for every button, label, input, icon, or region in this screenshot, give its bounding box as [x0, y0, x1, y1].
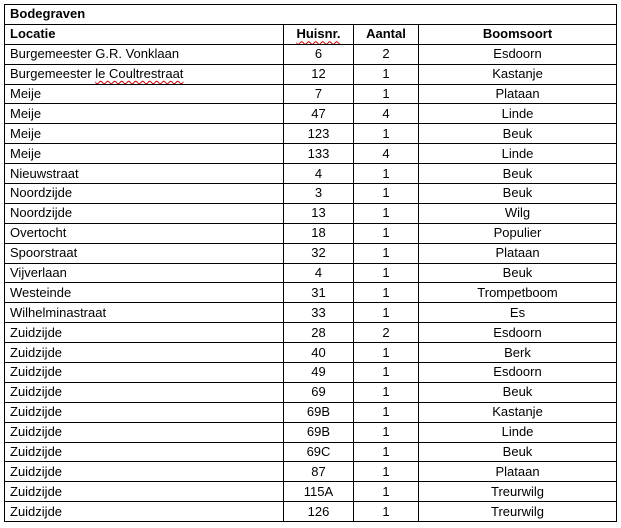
table-row	[5, 144, 617, 164]
table-row	[5, 243, 617, 263]
cell-huisnr: 133	[284, 144, 354, 164]
header-aantal: Aantal	[354, 24, 419, 44]
table-row	[5, 263, 617, 283]
table-row	[5, 124, 617, 144]
cell-locatie: Overtocht	[5, 223, 284, 243]
cell-huisnr: 47	[284, 104, 354, 124]
cell-aantal: 4	[354, 144, 419, 164]
header-locatie: Locatie	[5, 24, 284, 44]
cell-boomsoort: Esdoorn	[419, 323, 617, 343]
cell-huisnr: 31	[284, 283, 354, 303]
table-row	[5, 44, 617, 64]
tree-table	[4, 4, 617, 522]
cell-aantal: 1	[354, 223, 419, 243]
cell-boomsoort: Treurwilg	[419, 482, 617, 502]
cell-boomsoort: Beuk	[419, 164, 617, 184]
cell-huisnr: 4	[284, 164, 354, 184]
cell-huisnr: 3	[284, 184, 354, 204]
table-row	[5, 84, 617, 104]
table-row	[5, 164, 617, 184]
cell-aantal: 1	[354, 283, 419, 303]
cell-aantal: 1	[354, 422, 419, 442]
cell-huisnr: 6	[284, 44, 354, 64]
cell-boomsoort: Beuk	[419, 263, 617, 283]
cell-locatie: Vijverlaan	[5, 263, 284, 283]
cell-huisnr: 49	[284, 363, 354, 383]
cell-aantal: 2	[354, 44, 419, 64]
table-row	[5, 283, 617, 303]
cell-aantal: 1	[354, 203, 419, 223]
cell-locatie: Zuidzijde	[5, 382, 284, 402]
cell-boomsoort: Beuk	[419, 442, 617, 462]
cell-boomsoort: Beuk	[419, 184, 617, 204]
cell-locatie: Meije	[5, 84, 284, 104]
cell-locatie: Meije	[5, 104, 284, 124]
cell-huisnr: 69	[284, 382, 354, 402]
table-body	[5, 44, 617, 521]
cell-aantal: 1	[354, 64, 419, 84]
cell-locatie: Zuidzijde	[5, 422, 284, 442]
cell-aantal: 1	[354, 164, 419, 184]
cell-huisnr: 13	[284, 203, 354, 223]
table-row	[5, 323, 617, 343]
table-row	[5, 502, 617, 522]
table-row	[5, 442, 617, 462]
cell-aantal: 1	[354, 363, 419, 383]
title-row	[5, 5, 617, 25]
cell-huisnr: 87	[284, 462, 354, 482]
cell-huisnr: 7	[284, 84, 354, 104]
cell-huisnr: 32	[284, 243, 354, 263]
table-row	[5, 223, 617, 243]
table-row	[5, 303, 617, 323]
tree-table-sheet	[4, 4, 617, 522]
cell-aantal: 1	[354, 263, 419, 283]
cell-huisnr: 69B	[284, 422, 354, 442]
cell-boomsoort: Linde	[419, 144, 617, 164]
cell-aantal: 1	[354, 343, 419, 363]
table-row	[5, 422, 617, 442]
cell-boomsoort: Trompetboom	[419, 283, 617, 303]
cell-locatie: Zuidzijde	[5, 402, 284, 422]
cell-locatie: Burgemeester G.R. Vonklaan	[5, 44, 284, 64]
table-row	[5, 104, 617, 124]
cell-locatie-prefix: Burgemeester	[10, 66, 96, 82]
cell-locatie: Noordzijde	[5, 184, 284, 204]
cell-locatie: Zuidzijde	[5, 363, 284, 383]
cell-locatie	[5, 64, 284, 84]
cell-aantal: 1	[354, 462, 419, 482]
cell-huisnr: 126	[284, 502, 354, 522]
cell-boomsoort: Kastanje	[419, 402, 617, 422]
cell-huisnr: 123	[284, 124, 354, 144]
cell-boomsoort: Beuk	[419, 382, 617, 402]
cell-locatie: Zuidzijde	[5, 442, 284, 462]
cell-boomsoort: Populier	[419, 223, 617, 243]
cell-aantal: 1	[354, 442, 419, 462]
cell-aantal: 1	[354, 84, 419, 104]
cell-locatie: Zuidzijde	[5, 502, 284, 522]
table-row	[5, 462, 617, 482]
cell-locatie: Noordzijde	[5, 203, 284, 223]
cell-boomsoort: Kastanje	[419, 64, 617, 84]
cell-huisnr: 12	[284, 64, 354, 84]
table-row	[5, 363, 617, 383]
cell-locatie-flagged: le Coultrestraat	[95, 66, 184, 82]
cell-huisnr: 115A	[284, 482, 354, 502]
cell-aantal: 1	[354, 482, 419, 502]
cell-aantal: 1	[354, 402, 419, 422]
cell-boomsoort: Beuk	[419, 124, 617, 144]
cell-huisnr: 40	[284, 343, 354, 363]
cell-locatie: Meije	[5, 124, 284, 144]
cell-locatie: Nieuwstraat	[5, 164, 284, 184]
table-row	[5, 184, 617, 204]
cell-locatie: Zuidzijde	[5, 482, 284, 502]
cell-locatie: Zuidzijde	[5, 323, 284, 343]
cell-aantal: 1	[354, 184, 419, 204]
cell-boomsoort: Wilg	[419, 203, 617, 223]
cell-boomsoort: Esdoorn	[419, 363, 617, 383]
table-row	[5, 343, 617, 363]
cell-huisnr: 18	[284, 223, 354, 243]
cell-aantal: 1	[354, 124, 419, 144]
cell-aantal: 1	[354, 382, 419, 402]
cell-boomsoort: Esdoorn	[419, 44, 617, 64]
cell-huisnr: 33	[284, 303, 354, 323]
cell-huisnr: 4	[284, 263, 354, 283]
table-row	[5, 402, 617, 422]
cell-boomsoort: Plataan	[419, 243, 617, 263]
cell-huisnr: 28	[284, 323, 354, 343]
cell-boomsoort: Berk	[419, 343, 617, 363]
table-row	[5, 482, 617, 502]
cell-locatie: Zuidzijde	[5, 343, 284, 363]
cell-locatie: Westeinde	[5, 283, 284, 303]
cell-boomsoort: Treurwilg	[419, 502, 617, 522]
cell-boomsoort: Es	[419, 303, 617, 323]
cell-boomsoort: Linde	[419, 422, 617, 442]
cell-aantal: 4	[354, 104, 419, 124]
cell-aantal: 1	[354, 303, 419, 323]
header-boomsoort: Boomsoort	[419, 24, 617, 44]
cell-huisnr: 69B	[284, 402, 354, 422]
cell-boomsoort: Linde	[419, 104, 617, 124]
cell-boomsoort: Plataan	[419, 84, 617, 104]
header-huisnr-text: Huisnr.	[296, 26, 341, 42]
cell-locatie: Zuidzijde	[5, 462, 284, 482]
cell-locatie: Spoorstraat	[5, 243, 284, 263]
cell-aantal: 1	[354, 243, 419, 263]
header-row	[5, 24, 617, 44]
table-row	[5, 382, 617, 402]
cell-boomsoort: Plataan	[419, 462, 617, 482]
table-row	[5, 203, 617, 223]
header-huisnr	[284, 24, 354, 44]
table-title: Bodegraven	[5, 5, 617, 25]
cell-huisnr: 69C	[284, 442, 354, 462]
table-row	[5, 64, 617, 84]
cell-aantal: 1	[354, 502, 419, 522]
cell-locatie: Wilhelminastraat	[5, 303, 284, 323]
cell-aantal: 2	[354, 323, 419, 343]
cell-locatie: Meije	[5, 144, 284, 164]
